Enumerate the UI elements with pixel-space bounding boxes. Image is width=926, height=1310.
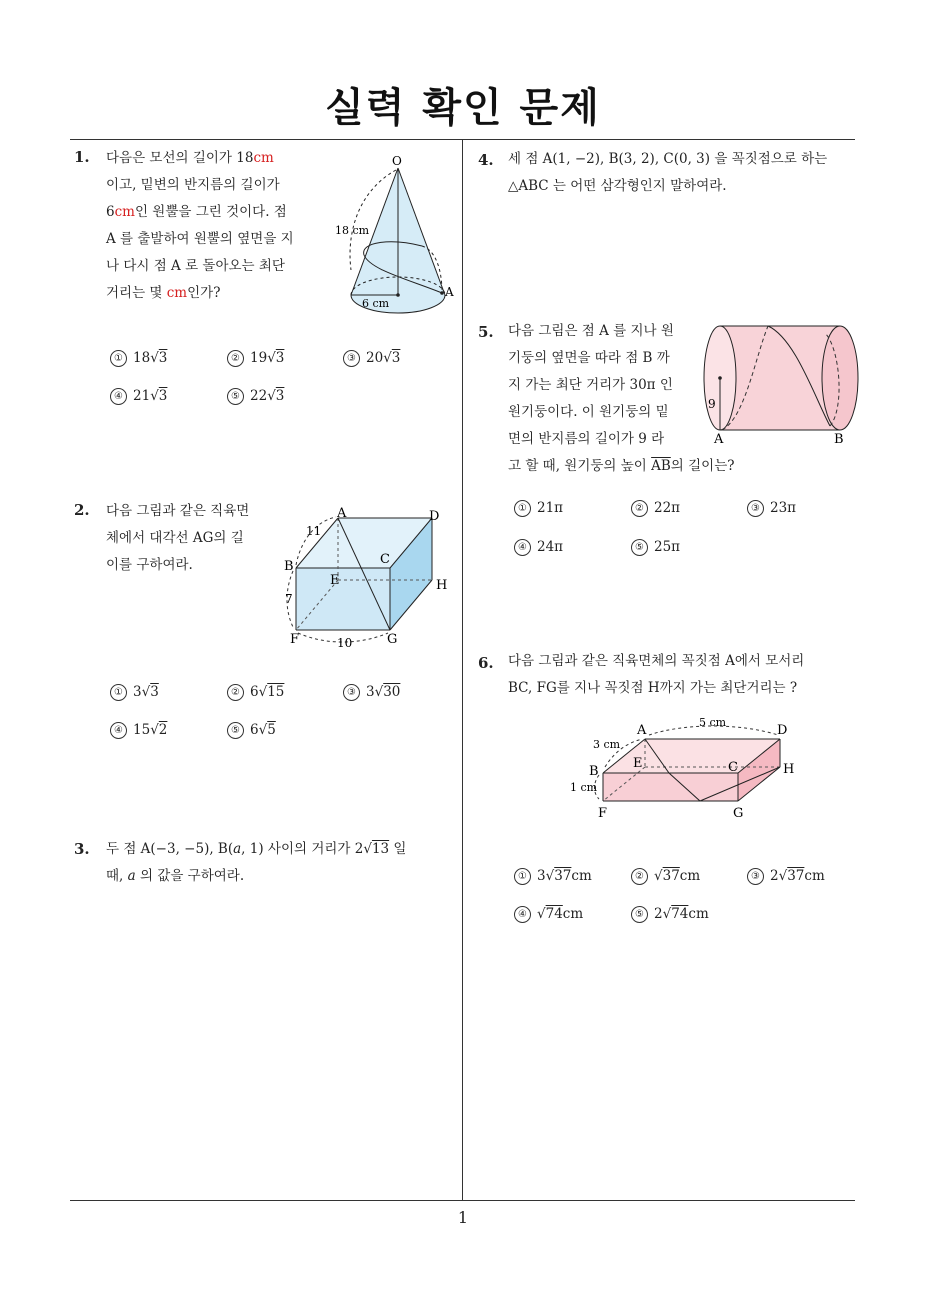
flat-cuboid-label-h: H (783, 762, 795, 777)
question-6-number: 6. (478, 654, 494, 672)
q2-choice-5[interactable]: ⑤ 6√5 (227, 722, 276, 739)
cuboid-label-g: G (387, 632, 398, 647)
flat-cuboid-label-5cm: 5 cm (699, 716, 727, 729)
q5-choice-3[interactable]: ③ 23π (747, 500, 796, 517)
flat-cuboid-label-3cm: 3 cm (593, 738, 621, 751)
q2-choice-3[interactable]: ③ 3√30 (343, 684, 400, 701)
cuboid-label-a: A (337, 506, 347, 521)
question-4-text: 세 점 A(1, −2), B(3, 2), C(0, 3) 을 꼭짓점으로 하는 △ABC 는 어떤 삼각형인지 말하여라. (508, 151, 828, 194)
cylinder-label-a: A (714, 432, 724, 447)
q6-choice-3[interactable]: ③ 2√37cm (747, 868, 825, 885)
page-number: 1 (457, 1208, 469, 1227)
flat-cuboid-label-g: G (733, 806, 744, 821)
flat-cuboid-label-1cm: 1 cm (570, 781, 598, 794)
cuboid-label-f: F (290, 632, 300, 647)
q6-choice-4[interactable]: ④ √74cm (514, 906, 583, 923)
cylinder-label-r: 9 (708, 397, 716, 411)
flat-cuboid-label-d: D (777, 723, 788, 738)
flat-cuboid-label-b: B (589, 764, 599, 779)
cuboid-label-c: C (380, 552, 390, 567)
cylinder-figure (700, 318, 865, 448)
cuboid-label-7: 7 (285, 592, 293, 606)
question-1-text: 다음은 모선의 길이가 18cm 이고, 밑변의 반지름의 길이가 6cm인 원뿔을 그린 것이다. 점 A 를 출발하여 원뿔의 옆면을 지 나 다시 점 A 로 돌아오는 최단 거리는 몇 cm인가? (106, 150, 294, 301)
cuboid-label-10: 10 (337, 636, 353, 650)
cuboid-label-d: D (429, 509, 440, 524)
question-3-text: 두 점 A(−3, −5), B(a, 1) 사이의 거리가 2√13 일 때, a 의 값을 구하여라. (106, 841, 407, 884)
flat-cuboid-label-f: F (598, 806, 608, 821)
question-2-number: 2. (74, 501, 90, 519)
cuboid-label-h: H (436, 578, 448, 593)
q2-choice-4[interactable]: ④ 15√2 (110, 722, 167, 739)
q1-choice-5[interactable]: ⑤ 22√3 (227, 388, 284, 405)
flat-cuboid-figure (565, 715, 805, 825)
q1-choice-3[interactable]: ③ 20√3 (343, 350, 400, 367)
q5-choice-2[interactable]: ② 22π (631, 500, 680, 517)
cuboid-label-b: B (284, 559, 294, 574)
q5-choice-5[interactable]: ⑤ 25π (631, 539, 680, 556)
q1-choice-1[interactable]: ① 18√3 (110, 350, 167, 367)
flat-cuboid-label-a: A (637, 723, 647, 738)
cuboid-label-e: E (330, 573, 340, 588)
flat-cuboid-label-c: C (728, 760, 738, 775)
q6-choice-2[interactable]: ② √37cm (631, 868, 700, 885)
question-2-text: 다음 그림과 같은 직육면 체에서 대각선 AG의 길 이를 구하여라. (106, 503, 250, 573)
q5-choice-1[interactable]: ① 21π (514, 500, 563, 517)
page-title: 실력 확인 문제 (325, 85, 601, 131)
question-3-number: 3. (74, 840, 90, 858)
cone-label-a: A (445, 285, 454, 299)
flat-cuboid-label-e: E (633, 756, 643, 771)
cuboid-figure (280, 505, 455, 650)
question-5-number: 5. (478, 323, 494, 341)
q6-choice-5[interactable]: ⑤ 2√74cm (631, 906, 709, 923)
bottom-rule (70, 1200, 855, 1201)
q6-choice-1[interactable]: ① 3√37cm (514, 868, 592, 885)
q1-choice-2[interactable]: ② 19√3 (227, 350, 284, 367)
cylinder-label-b: B (834, 432, 844, 447)
q1-choice-4[interactable]: ④ 21√3 (110, 388, 167, 405)
q2-choice-1[interactable]: ① 3√3 (110, 684, 159, 701)
question-5-text: 다음 그림은 점 A 를 지나 원 기둥의 옆면을 따라 점 B 까 지 가는 최단 거리가 30π 인 원기둥이다. 이 원기둥의 밑 면의 반지름의 길이가 9 라 고 할 때, 원기둥의 높이 $\overline{AB}$의 길이는? (508, 323, 735, 474)
cone-label-radius: 6 cm (362, 297, 390, 310)
cuboid-label-11: 11 (306, 524, 322, 538)
cone-label-slant: 18 cm (335, 224, 370, 237)
q2-choice-2[interactable]: ② 6√15 (227, 684, 284, 701)
cone-figure (330, 150, 465, 320)
q5-choice-4[interactable]: ④ 24π (514, 539, 563, 556)
cone-label-o: O (392, 154, 402, 168)
question-1-number: 1. (74, 148, 90, 166)
question-6-text: 다음 그림과 같은 직육면체의 꼭짓점 A에서 모서리 BC, FG를 지나 꼭짓점 H까지 가는 최단거리는 ? (508, 653, 805, 696)
question-4-number: 4. (478, 151, 494, 169)
